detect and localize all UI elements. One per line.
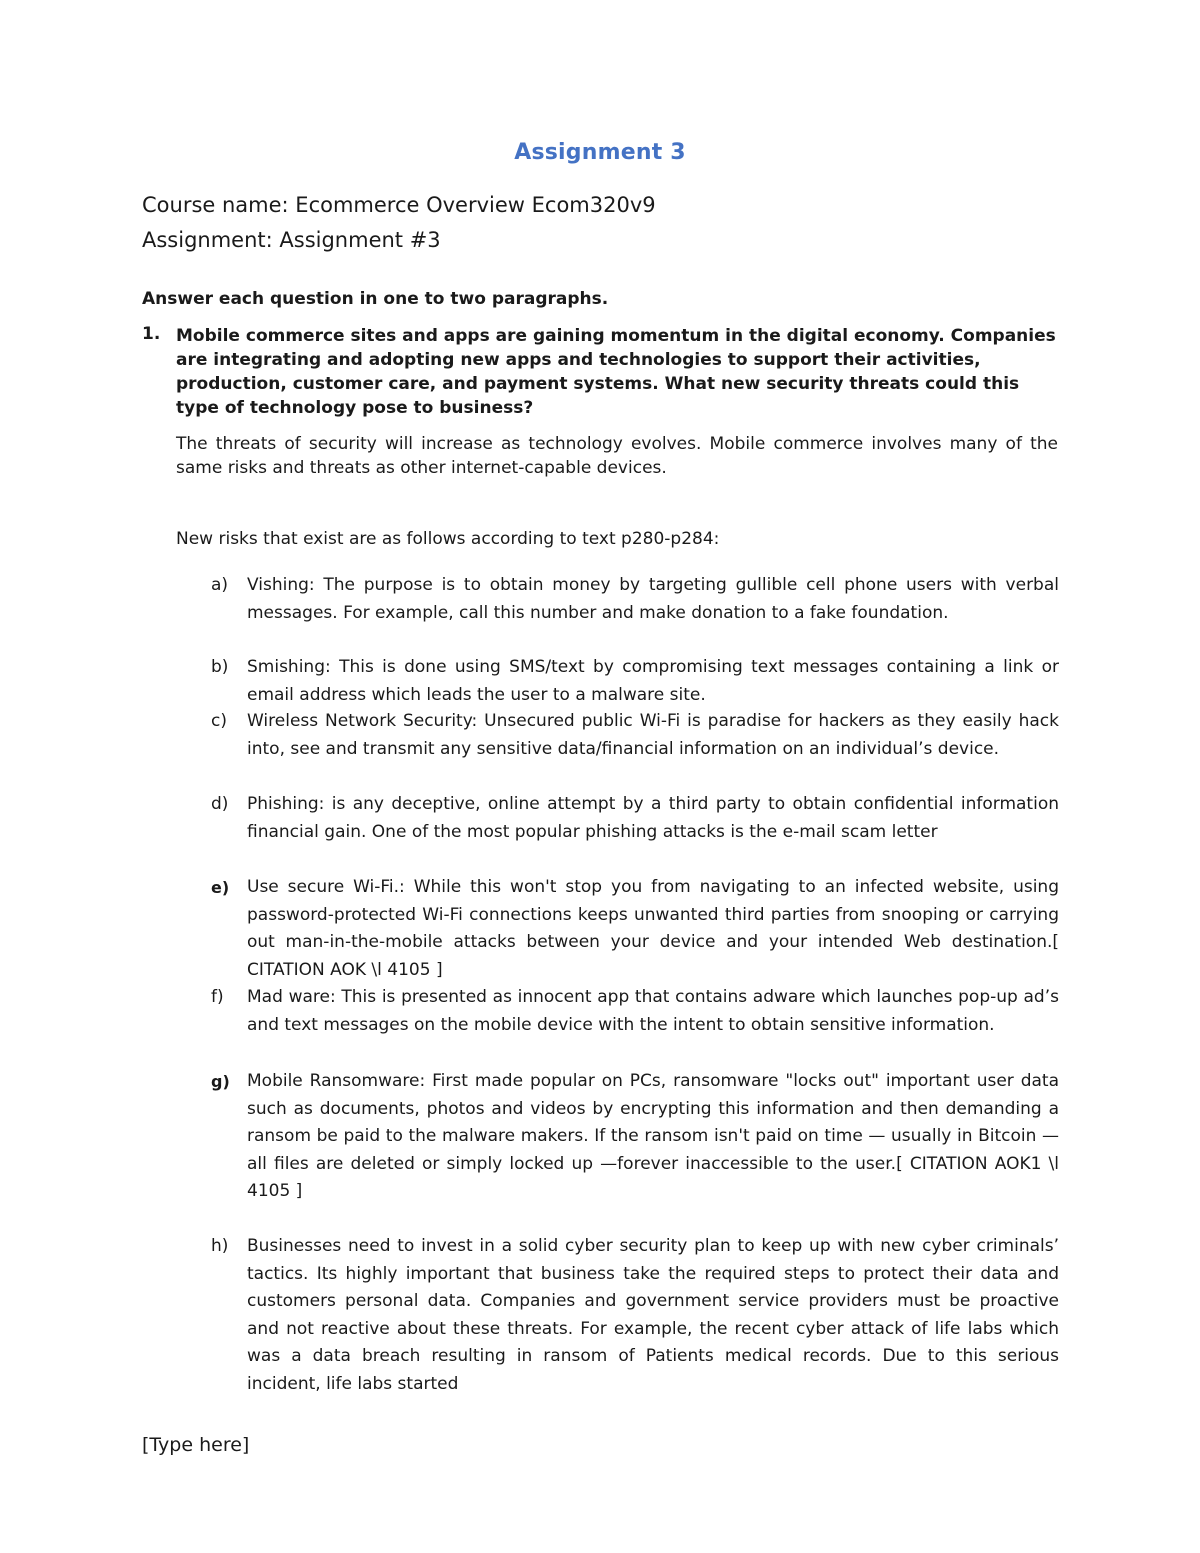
list-item-phishing <box>211 791 1059 846</box>
list-item-label: h) <box>211 1236 229 1256</box>
list-item-text: Mad ware: This is presented as innocent app that contains adware which launches pop-up ad’s and text messages on the mobile device with the intent to obtain sensitive information. <box>247 987 1059 1035</box>
list-item-madware <box>211 984 1059 1039</box>
question-number: 1. <box>142 324 161 344</box>
list-item-text: Smishing: This is done using SMS/text by compromising text messages containing a link or email address which leads the user to a malware site. <box>247 657 1059 705</box>
list-item-text: Vishing: The purpose is to obtain money by targeting gullible cell phone users with verbal messages. For example, call this number and make donation to a fake foundation. <box>247 575 1059 623</box>
risks-intro-paragraph: New risks that exist are as follows according to text p280-p284: <box>176 529 720 549</box>
list-item-mobile-ransomware <box>211 1068 1059 1206</box>
list-item-label: b) <box>211 657 229 677</box>
answer-intro-paragraph: The threats of security will increase as technology evolves. Mobile commerce involves many of the same risks and threats as other internet-capable devices. <box>176 434 1058 478</box>
list-item-text: Phishing: is any deceptive, online attempt by a third party to obtain confidential information financial gain. One of the most popular phishing attacks is the e-mail scam letter <box>247 794 1059 842</box>
list-item-text: Use secure Wi-Fi.: While this won't stop you from navigating to an infected website, using password-protected Wi-Fi connections keeps unwanted third parties from snooping or carrying out man-in-the-mobile attacks between your device and your intended Web destination.[ CITATION AOK \l 4105 ] <box>247 877 1059 980</box>
list-item-label: e) <box>211 878 230 897</box>
list-item-text: Mobile Ransomware: First made popular on PCs, ransomware "locks out" important user data such as documents, photos and videos by encrypting this information and then demanding a ransom be paid to the malware makers. If the ransom isn't paid on time — usually in Bitcoin — all files are deleted or simply locked up —forever inaccessible to the user.[ CITATION AOK1 \l 4105 ] <box>247 1071 1059 1201</box>
list-item-label: g) <box>211 1072 230 1091</box>
list-item-label: c) <box>211 711 227 731</box>
page-footer[interactable]: [Type here] <box>142 1434 250 1456</box>
list-item-vishing <box>211 572 1059 627</box>
list-item-text: Wireless Network Security: Unsecured public Wi-Fi is paradise for hackers as they easily hack into, see and transmit any sensitive data/financial information on an individual’s device. <box>247 711 1059 759</box>
list-item-smishing <box>211 654 1059 709</box>
assignment-line: Assignment: Assignment #3 <box>142 228 441 252</box>
question-text: Mobile commerce sites and apps are gaining momentum in the digital economy. Companies are integrating and adopting new apps and technologies to support their activities, production, customer care, and payment systems. What new security threats could this type of technology pose to business? <box>176 326 1056 418</box>
list-item-text: Businesses need to invest in a solid cyber security plan to keep up with new cyber criminals’ tactics. Its highly important that business take the required steps to protect their data and customers personal data. Companies and government service providers must be proactive and not reactive about these threats. For example, the recent cyber attack of life labs which was a data breach resulting in ransom of Patients medical records. Due to this serious incident, life labs started <box>247 1236 1059 1394</box>
list-item-label: f) <box>211 987 224 1007</box>
instruction-text: Answer each question in one to two paragraphs. <box>142 289 609 309</box>
list-item-label: a) <box>211 575 229 595</box>
list-item-label: d) <box>211 794 229 814</box>
list-item-wireless-security <box>211 708 1059 763</box>
list-item-businesses <box>211 1233 1059 1398</box>
course-name-line: Course name: Ecommerce Overview Ecom320v9 <box>142 193 656 217</box>
list-item-secure-wifi <box>211 874 1059 984</box>
document-title: Assignment 3 <box>514 140 686 165</box>
